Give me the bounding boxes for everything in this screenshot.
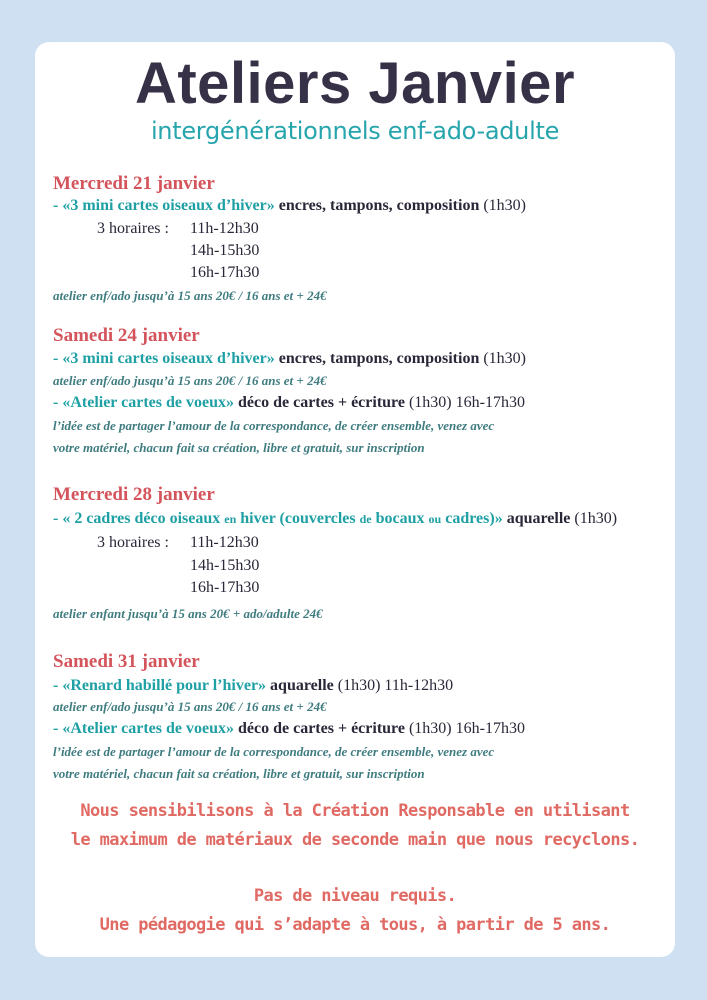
workshop-duration: (1h30) 16h-17h30 [408, 394, 525, 411]
workshop-name: - « 2 cadres déco oiseaux en hiver (couvercles de bocaux ou cadres)» [53, 510, 503, 527]
pricing-note: atelier enf/ado jusqu’à 15 ans 20€ / 16 ans et + 24€ [53, 373, 327, 388]
section-day-heading: Samedi 31 janvier [53, 651, 200, 672]
footer-message: Une pédagogie qui s’adapte à tous, à partir de 5 ans. [99, 915, 611, 935]
section-day-heading: Samedi 24 janvier [53, 325, 200, 346]
schedule-time: 11h-12h30 [190, 220, 259, 237]
workshop-line [53, 349, 526, 369]
footer-message: Pas de niveau requis. [253, 886, 457, 906]
workshop-duration: (1h30) 16h-17h30 [408, 720, 525, 737]
workshop-desc: aquarelle [506, 510, 571, 527]
workshop-duration: (1h30) [574, 510, 618, 527]
workshop-desc: déco de cartes + écriture [237, 394, 405, 411]
workshop-name: - «3 mini cartes oiseaux d’hiver» [53, 350, 275, 367]
section-day-heading: Mercredi 28 janvier [53, 484, 215, 505]
workshop-desc: encres, tampons, composition [278, 197, 480, 214]
page-title: Ateliers Janvier [134, 51, 576, 116]
workshop-name: - «3 mini cartes oiseaux d’hiver» [53, 197, 275, 214]
workshop-name: - «Atelier cartes de voeux» [53, 720, 234, 737]
page-subtitle: intergénérationnels enf-ado-adulte [150, 117, 560, 145]
workshop-duration: (1h30) [483, 350, 526, 367]
schedule-time: 16h-17h30 [190, 264, 260, 281]
workshop-name: - «Renard habillé pour l’hiver» [53, 677, 267, 694]
pricing-note: atelier enf/ado jusqu’à 15 ans 20€ / 16 ans et + 24€ [53, 699, 327, 714]
pricing-note: atelier enfant jusqu’à 15 ans 20€ + ado/adulte 24€ [53, 606, 323, 621]
info-note: l’idée est de partager l’amour de la correspondance, de créer ensemble, venez avec [53, 418, 495, 433]
workshop-name: - «Atelier cartes de voeux» [53, 394, 234, 411]
flyer-card [35, 42, 675, 957]
workshop-desc: déco de cartes + écriture [237, 720, 405, 737]
schedule-label: 3 horaires : [97, 220, 169, 237]
schedule-time: 16h-17h30 [190, 579, 260, 596]
section-day-heading: Mercredi 21 janvier [53, 173, 215, 194]
footer-message: Nous sensibilisons à la Création Responsable en utilisant [80, 801, 630, 821]
schedule-label: 3 horaires : [97, 534, 169, 551]
schedule-time: 14h-15h30 [190, 242, 260, 259]
info-note: votre matériel, chacun fait sa création, libre et gratuit, sur inscription [53, 440, 425, 455]
workshop-line [53, 509, 617, 529]
info-note: votre matériel, chacun fait sa création, libre et gratuit, sur inscription [53, 766, 425, 781]
workshop-line [53, 196, 526, 216]
schedule-time: 14h-15h30 [190, 557, 260, 574]
workshop-line [53, 676, 453, 696]
workshop-duration: (1h30) [483, 197, 526, 214]
info-note: l’idée est de partager l’amour de la correspondance, de créer ensemble, venez avec [53, 744, 495, 759]
workshop-duration: (1h30) 11h-12h30 [337, 677, 454, 694]
workshop-line [53, 719, 525, 739]
pricing-note: atelier enf/ado jusqu’à 15 ans 20€ / 16 ans et + 24€ [53, 288, 327, 303]
footer-message: le maximum de matériaux de seconde main que nous recyclons. [70, 830, 640, 850]
workshop-desc: encres, tampons, composition [278, 350, 480, 367]
schedule-time: 11h-12h30 [190, 534, 259, 551]
workshop-line [53, 393, 525, 413]
workshop-desc: aquarelle [270, 677, 334, 694]
